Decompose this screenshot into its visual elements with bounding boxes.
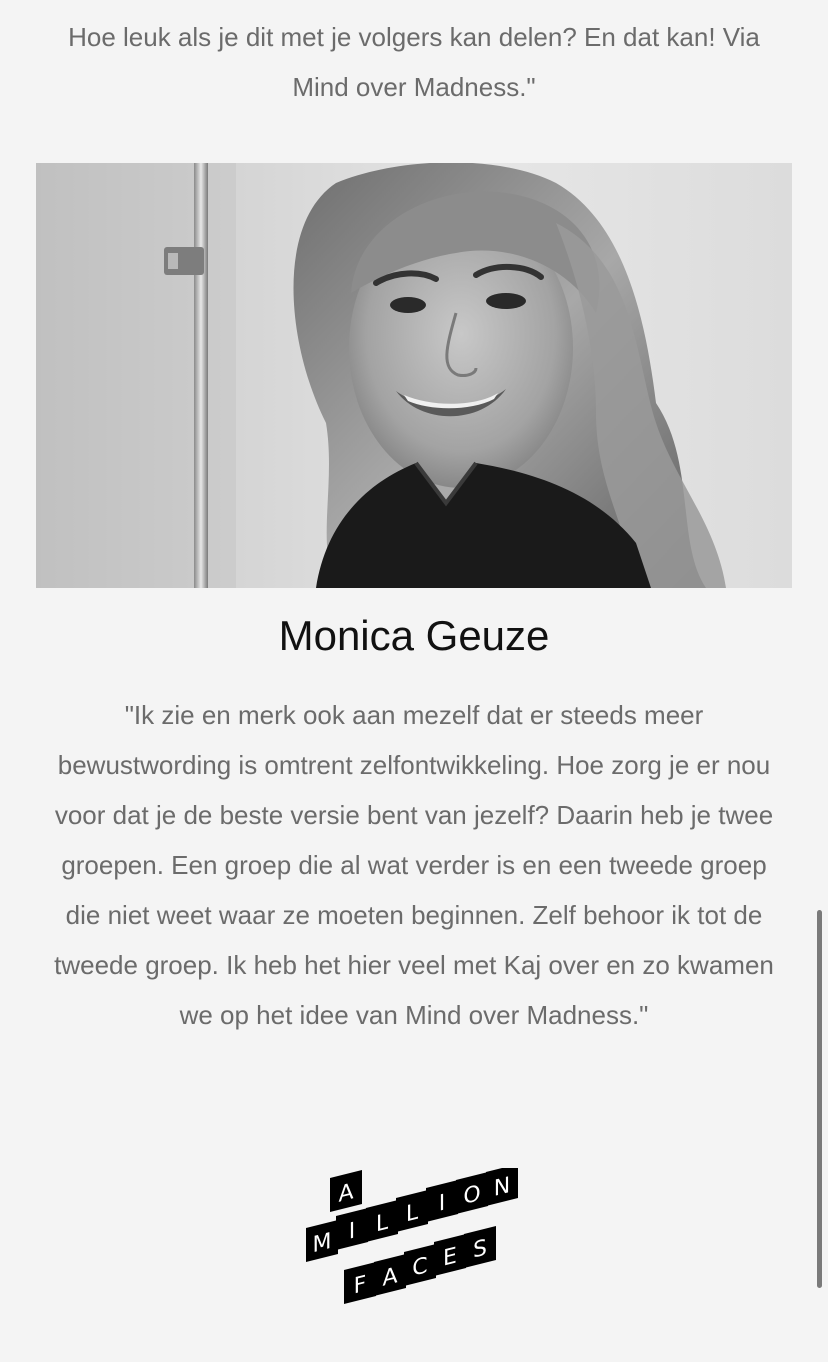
portrait-image <box>36 163 792 588</box>
logo-tile-n-7 <box>486 1168 518 1206</box>
svg-text:I: I <box>438 1189 446 1217</box>
svg-text:M: M <box>312 1227 332 1259</box>
svg-text:S: S <box>473 1234 487 1264</box>
intro-paragraph: Hoe leuk als je dit met je volgers kan delen? En dat kan! Via Mind over Madness." <box>68 22 760 102</box>
svg-text:A: A <box>382 1262 398 1292</box>
logo-tile-l-4 <box>396 1190 428 1232</box>
logo-tile-c-10 <box>404 1244 436 1286</box>
logo-tile-o-6 <box>456 1172 488 1214</box>
person-name: Monica Geuze <box>278 612 550 659</box>
logo-tile-i-2 <box>336 1208 368 1250</box>
svg-text:E: E <box>443 1242 457 1272</box>
quote-paragraph: "Ik zie en merk ook aan mezelf dat er steeds meer bewustwording is omtrent zelfontwikkeling. Hoe zorg je er nou voor dat je de beste versie bent van jezelf? Daarin heb je twee groepen. Een groep die al wat verder is en een tweede groep die niet weet waar ze moeten beginnen. Zelf behoor ik tot de tweede groep. Ik heb het hier veel met Kaj over en zo kwamen we op het idee van Mind over Madness." <box>54 700 774 1030</box>
logo-tile-e-11 <box>434 1234 466 1276</box>
portrait-photo-icon <box>36 163 792 588</box>
svg-text:A: A <box>338 1178 354 1208</box>
svg-text:N: N <box>493 1172 511 1202</box>
logo-tile-a-0 <box>330 1170 362 1212</box>
logo-tile-i-5 <box>426 1180 458 1222</box>
vertical-scrollbar[interactable] <box>817 910 822 1288</box>
logo-tile-f-8 <box>344 1262 376 1304</box>
svg-text:L: L <box>405 1198 419 1228</box>
svg-text:C: C <box>412 1252 428 1282</box>
svg-text:I: I <box>348 1217 356 1245</box>
svg-text:O: O <box>463 1180 481 1211</box>
logo-tile-l-3 <box>366 1200 398 1242</box>
svg-text:L: L <box>375 1208 389 1238</box>
svg-text:F: F <box>353 1270 367 1300</box>
logo-tile-s-12 <box>464 1226 496 1268</box>
logo-tile-m-1 <box>306 1220 338 1262</box>
a-million-faces-logo <box>296 1168 532 1312</box>
logo-tile-a-9 <box>374 1254 406 1296</box>
a-million-faces-logo-icon <box>296 1168 532 1312</box>
